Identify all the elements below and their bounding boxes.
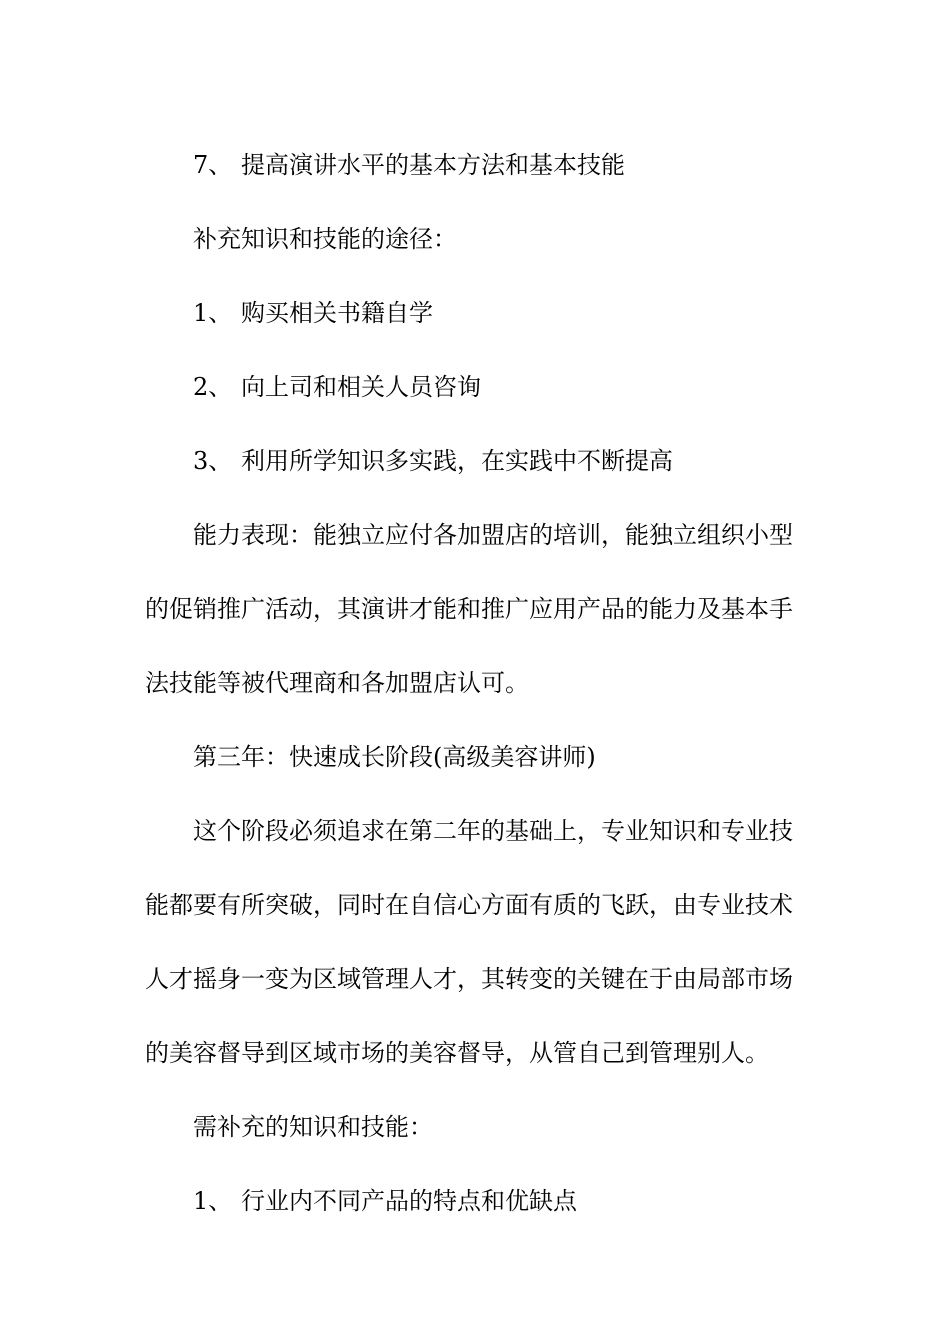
paragraph-line: 能都要有所突破，同时在自信心方面有质的飞跃，由专业技术 — [145, 891, 793, 919]
list-item — [145, 128, 810, 202]
list-text: 提高演讲水平的基本方法和基本技能 — [241, 151, 625, 179]
section-heading: 需补充的知识和技能： — [193, 1113, 433, 1141]
paragraph-line: 的美容督导到区域市场的美容督导，从管自己到管理别人。 — [145, 1039, 769, 1067]
list-text: 购买相关书籍自学 — [241, 299, 433, 327]
section-heading: 第三年：快速成长阶段(高级美容讲师) — [193, 743, 596, 771]
list-number: 3、 — [193, 447, 233, 475]
list-number: 2、 — [193, 373, 233, 401]
list-item — [145, 424, 810, 498]
list-number: 7、 — [193, 151, 233, 179]
paragraph-line: 能力表现：能独立应付各加盟店的培训，能独立组织小型 — [193, 521, 793, 549]
paragraph-line: 的促销推广活动，其演讲才能和推广应用产品的能力及基本手 — [145, 595, 793, 623]
list-item — [145, 1164, 810, 1238]
document-body — [145, 128, 810, 1238]
list-text: 向上司和相关人员咨询 — [241, 373, 481, 401]
section-heading: 补充知识和技能的途径： — [193, 225, 457, 253]
list-item — [145, 350, 810, 424]
paragraph-line: 法技能等被代理商和各加盟店认可。 — [145, 669, 529, 697]
list-text: 利用所学知识多实践，在实践中不断提高 — [241, 447, 673, 475]
list-item — [145, 276, 810, 350]
list-text: 行业内不同产品的特点和优缺点 — [241, 1187, 577, 1215]
list-number: 1、 — [193, 299, 233, 327]
paragraph-line: 这个阶段必须追求在第二年的基础上，专业知识和专业技 — [193, 817, 793, 845]
paragraph-line: 人才摇身一变为区域管理人才，其转变的关键在于由局部市场 — [145, 965, 793, 993]
list-number: 1、 — [193, 1187, 233, 1215]
